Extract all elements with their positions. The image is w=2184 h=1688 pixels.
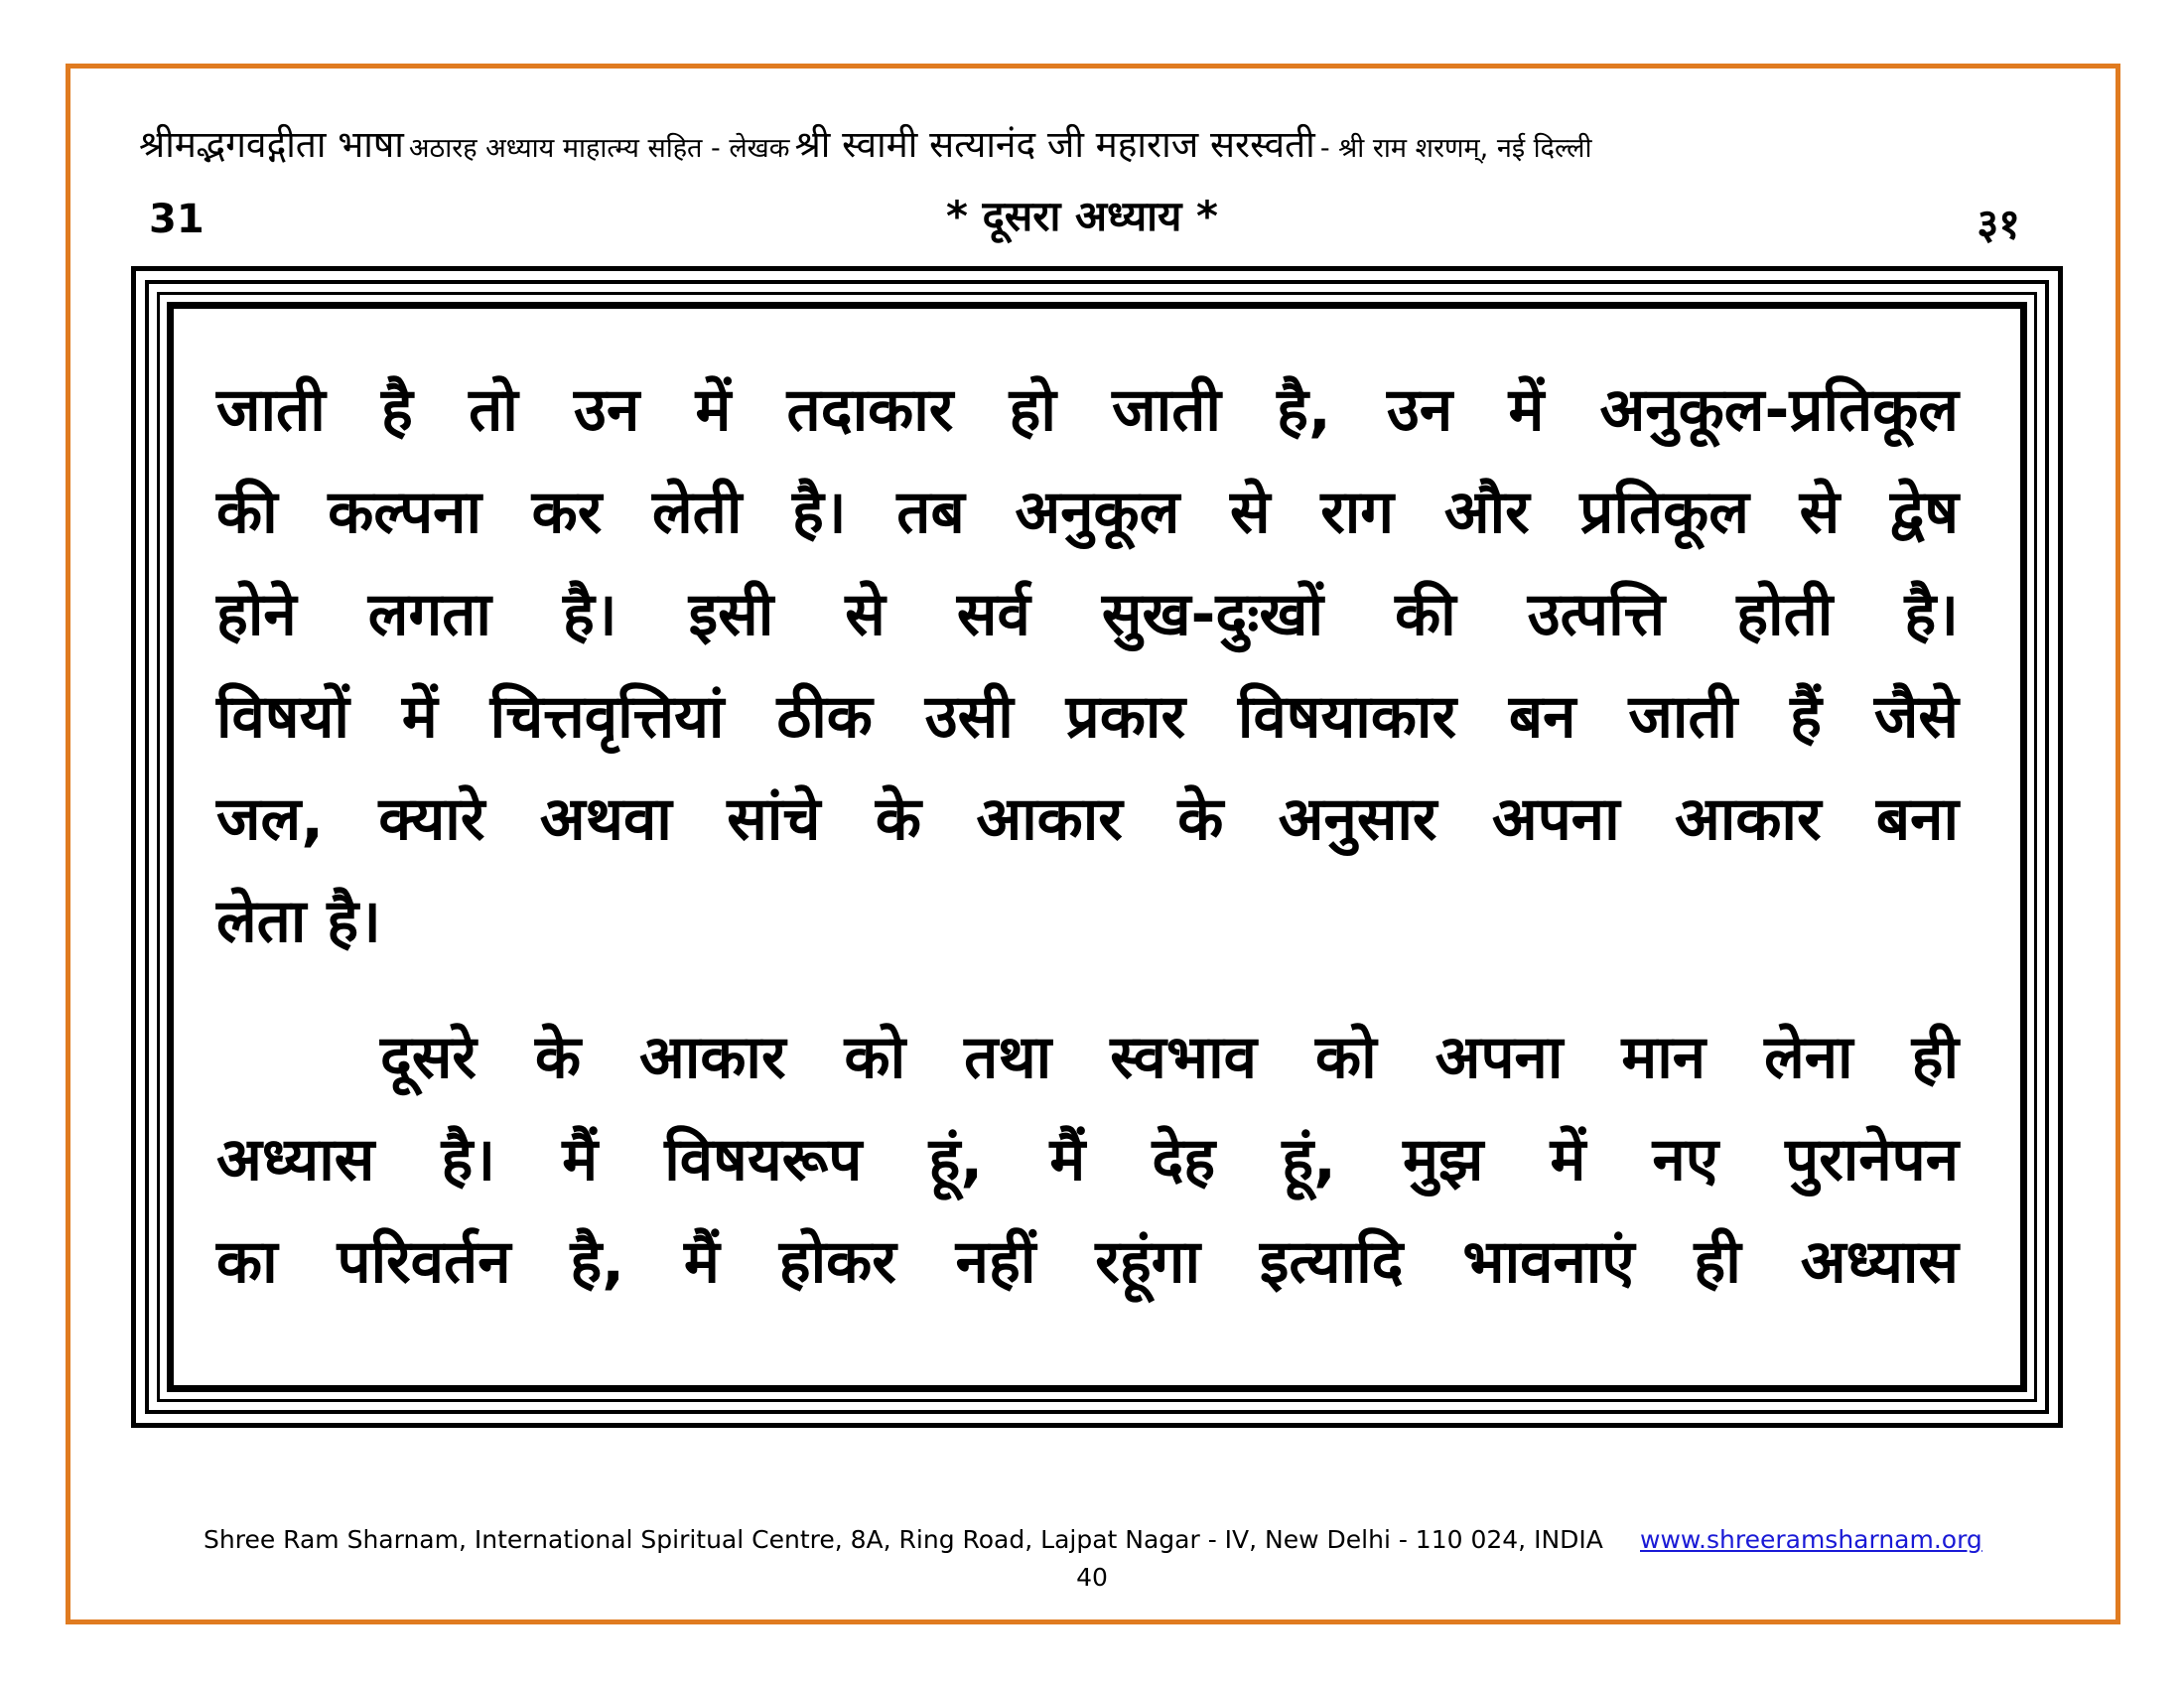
text-line: होने लगता है। इसी से सर्व सुख-दुःखों की उत्पत्ति होती है। xyxy=(216,580,1959,649)
text-line: अध्यास है। मैं विषयरूप हूं, मैं देह हूं, मुझ में नए पुरानेपन xyxy=(216,1125,1959,1195)
chapter-title-text: * दूसरा अध्याय * xyxy=(945,192,1219,240)
header-subtitle: अठारह अध्याय माहात्म्य सहित - लेखक xyxy=(408,133,790,164)
book-header xyxy=(139,117,2065,168)
book-page-number-devanagari: ३१ xyxy=(1977,200,2020,248)
text-line: जाती है तो उन में तदाकार हो जाती है, उन में अनुकूल-प्रतिकूल xyxy=(216,375,1959,445)
body-text xyxy=(216,359,1959,1314)
text-line: लेता है। xyxy=(216,887,381,956)
text-line: विषयों में चित्तवृत्तियां ठीक उसी प्रकार विषयाकार बन जाती हैं जैसे xyxy=(216,682,1959,752)
text-line: का परिवर्तन है, मैं होकर नहीं रहूंगा इत्यादि भावनाएं ही अध्यास xyxy=(216,1227,1959,1297)
book-page-number: 31 xyxy=(149,197,205,242)
text-line: जल, क्यारे अथवा सांचे के आकार के अनुसार अपना आकार बना xyxy=(216,784,1959,854)
chapter-title xyxy=(0,187,2184,243)
paragraph-gap xyxy=(216,973,1959,1007)
pdf-page-number: 40 xyxy=(1076,1563,1108,1592)
header-publisher: - श्री राम शरणम्, नई दिल्ली xyxy=(1319,133,1592,164)
text-line: दूसरे के आकार को तथा स्वभाव को अपना मान लेना ही xyxy=(380,1023,1959,1092)
website-link[interactable]: www.shreeramsharnam.org xyxy=(1640,1525,1982,1554)
header-title: श्रीमद्भगवद्गीता भाषा xyxy=(139,123,404,166)
footer-address: Shree Ram Sharnam, International Spiritual Centre, 8A, Ring Road, Lajpat Nagar - IV, New Delhi - 110 024, INDIA xyxy=(204,1525,1603,1554)
text-line: की कल्पना कर लेती है। तब अनुकूल से राग और प्रतिकूल से द्वेष xyxy=(216,478,1959,547)
header-author: श्री स्वामी सत्यानंद जी महाराज सरस्वती xyxy=(794,123,1315,166)
